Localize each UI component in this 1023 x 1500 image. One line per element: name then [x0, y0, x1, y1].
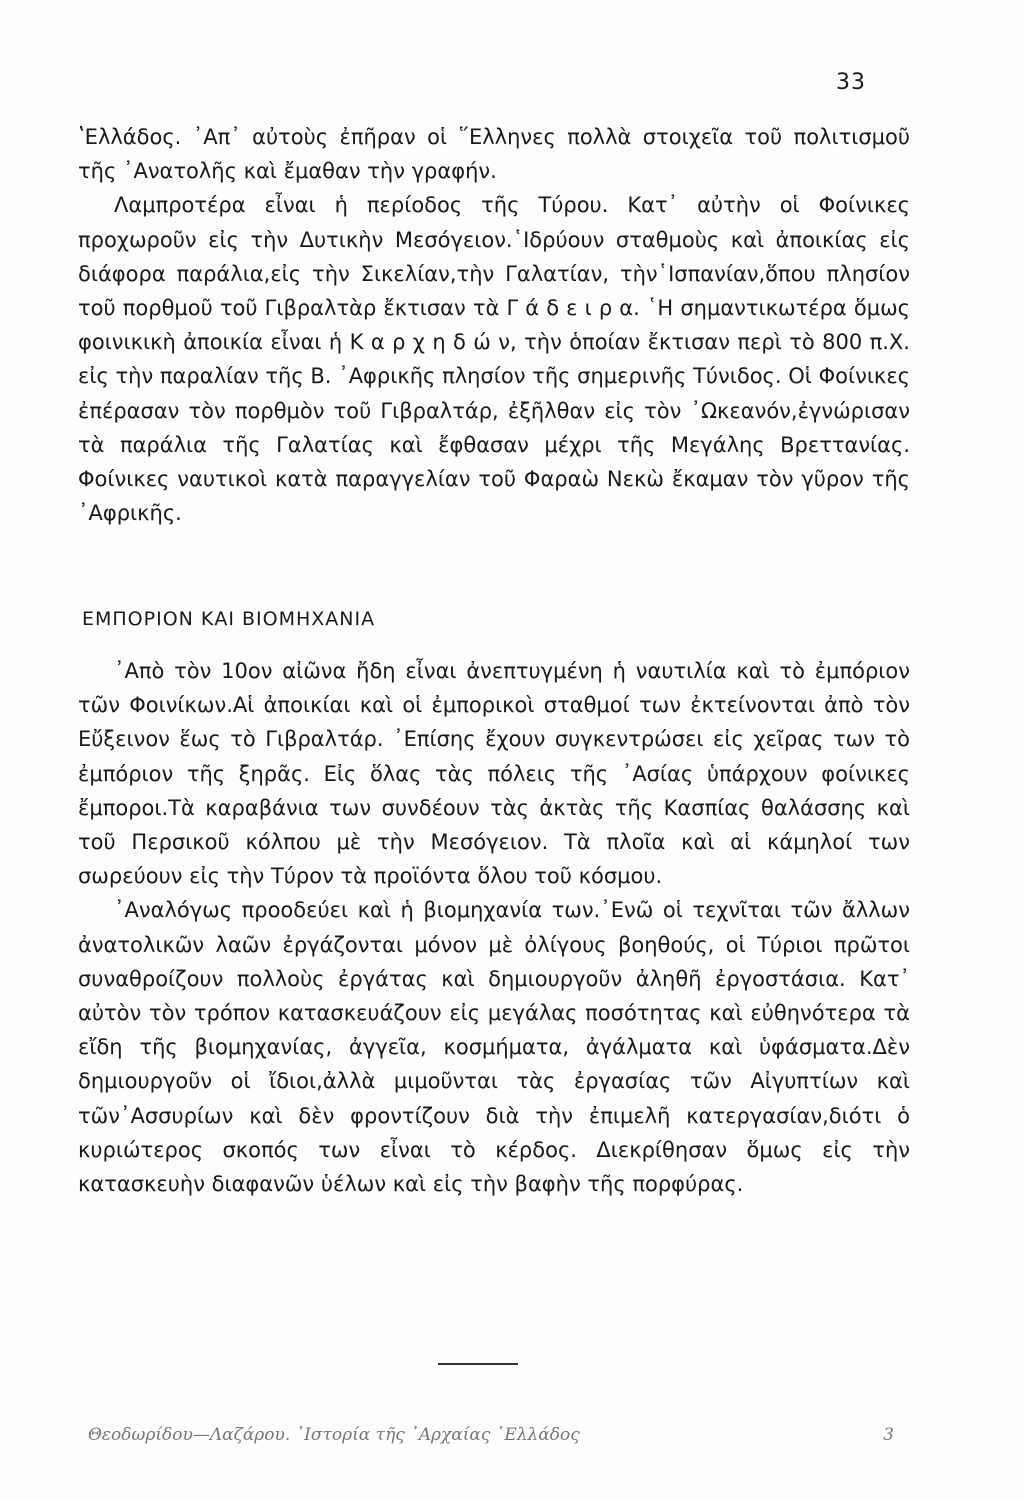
- paragraph: ʽΕλλάδος. ᾽Απ᾽ αὐτοὺς ἐπῆραν οἱ ῞Ελληνες πολλὰ στοιχεῖα τοῦ πολιτισμοῦ τῆς ᾽Ανατολῆς καὶ ἔμαθαν τὴν γραφήν.: [78, 125, 910, 184]
- text-block-top: [78, 120, 910, 530]
- footer-citation: Θεοδωρίδου—Λαζάρου. ᾽Ιστορία τῆς ᾽Αρχαίας ῾Ελλάδος: [88, 1425, 580, 1445]
- page-number: 33: [836, 70, 866, 95]
- footer: [88, 1425, 894, 1445]
- section-divider: [438, 1363, 518, 1365]
- paragraph: ᾽Απὸ τὸν 10ον αἰῶνα ἤδη εἶναι ἀνεπτυγμένη ἡ ναυτιλία καὶ τὸ ἐμπόριον τῶν Φοινίκων.Αἱ ἀποικίαι καὶ οἱ ἐμπορικοὶ σταθμοί των ἐκτείνονται ἀπὸ τὸν Εὔξεινον ἕως τὸ Γιβραλτάρ. ᾽Επίσης ἔχουν συγκεντρώσει εἰς χεῖρας των τὸ ἐμπόριον τῆς ξηρᾶς. Εἰς ὅλας τὰς πόλεις τῆς ᾽Ασίας ὑπάρχουν φοίνικες ἔμποροι.Τὰ καραβάνια των συνδέουν τὰς ἀκτὰς τῆς Κασπίας θαλάσσης καὶ τοῦ Περσικοῦ κόλπου μὲ τὴν Μεσόγειον. Τὰ πλοῖα καὶ αἱ κάμηλοί των σωρεύουν εἰς τὴν Τύρον τὰ προϊόντα ὅλου τοῦ κόσμου.: [78, 659, 910, 889]
- signature-mark: 3: [883, 1425, 894, 1445]
- section-heading: ΕΜΠΟΡΙΟΝ ΚΑΙ ΒΙΟΜΗΧΑΝΙΑ: [82, 608, 376, 630]
- paragraph: ᾽Αναλόγως προοδεύει καὶ ἡ βιομηχανία των.᾽Ενῶ οἱ τεχνῖται τῶν ἄλλων ἀνατολικῶν λαῶν ἐργάζονται μόνον μὲ ὀλίγους βοηθούς, οἱ Τύριοι πρῶτοι συναθροίζουν πολλοὺς ἐργάτας καὶ δημιουργοῦν ἀληθῆ ἐργοστάσια. Κατ᾽ αὐτὸν τὸν τρόπον κατασκευάζουν εἰς μεγάλας ποσότητας καὶ εὐθηνότερα τὰ εἴδη τῆς βιομηχανίας, ἀγγεῖα, κοσμήματα, ἀγάλματα καὶ ὑφάσματα.Δὲν δημιουργοῦν οἱ ἴδιοι,ἀλλὰ μιμοῦνται τὰς ἐργασίας τῶν Αἰγυπτίων καὶ τῶν᾽Ασσυρίων καὶ δὲν φροντίζουν διὰ τὴν ἐπιμελῆ κατεργασίαν,διότι ὁ κυριώτερος σκοπός των εἶναι τὸ κέρδος. Διεκρίθησαν ὅμως εἰς τὴν κατασκευὴν διαφανῶν ὑέλων καὶ εἰς τὴν βαφὴν τῆς πορφύρας.: [78, 898, 910, 1197]
- text-block-bottom: [78, 654, 910, 1201]
- paragraph: Λαμπροτέρα εἶναι ἡ περίοδος τῆς Τύρου. Κατ᾽ αὐτὴν οἱ Φοίνικες προχωροῦν εἰς τὴν Δυτικὴν Μεσόγειον.῾Ιδρύουν σταθμοὺς καὶ ἀποικίας εἰς διάφορα παράλια,εἰς τὴν Σικελίαν,τὴν Γαλατίαν, τὴν῾Ισπανίαν,ὅπου πλησίον τοῦ πορθμοῦ τοῦ Γιβραλτὰρ ἔκτισαν τὰ Γ ά δ ε ι ρ α. ῾Η σημαντικωτέρα ὅμως φοινικικὴ ἀποικία εἶναι ἡ Κ α ρ χ η δ ώ ν, τὴν ὁποίαν ἔκτισαν περὶ τὸ 800 π.Χ. εἰς τὴν παραλίαν τῆς Β. ᾽Αφρικῆς πλησίον τῆς σημερινῆς Τύνιδος. Οἱ Φοίνικες ἐπέρασαν τὸν πορθμὸν τοῦ Γιβραλτάρ, ἐξῆλθαν εἰς τὸν ᾽Ωκεανόν,ἐγνώρισαν τὰ παράλια τῆς Γαλατίας καὶ ἔφθασαν μέχρι τῆς Μεγάλης Βρεττανίας. Φοίνικες ναυτικοὶ κατὰ παραγγελίαν τοῦ Φαραὼ Νεκὼ ἔκαμαν τὸν γῦρον τῆς ᾽Αφρικῆς.: [78, 193, 910, 526]
